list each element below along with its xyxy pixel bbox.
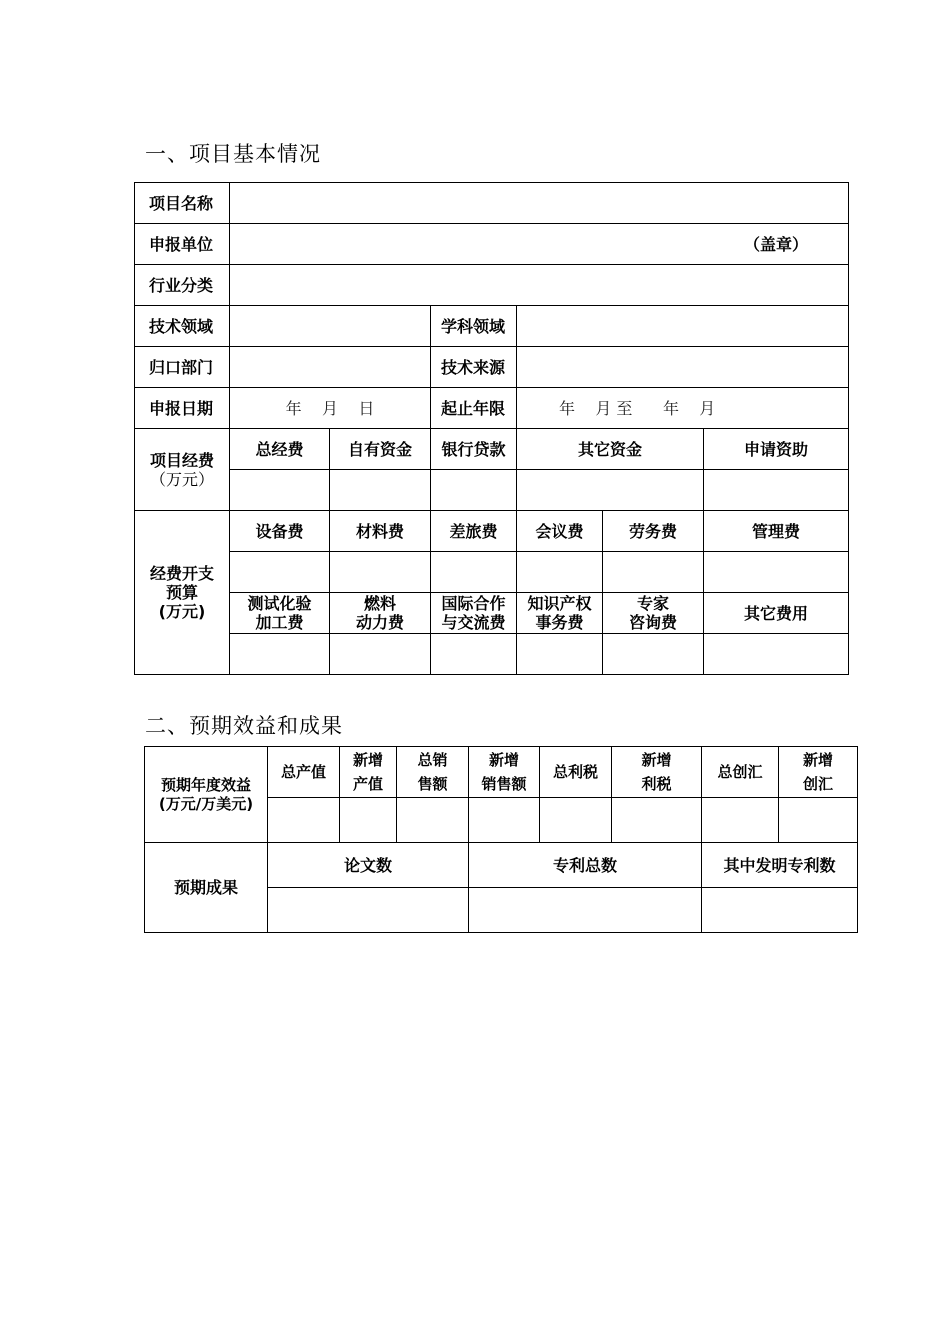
benefit-value[interactable] [779, 798, 858, 843]
results-header: 其中发明专利数 [702, 843, 858, 888]
budget-header: 知识产权 事务费 [517, 593, 603, 634]
expected-benefits-table [144, 746, 858, 933]
budget-header: 材料费 [330, 511, 431, 552]
budget-value[interactable] [517, 634, 603, 675]
budget-header: 专家 咨询费 [603, 593, 704, 634]
industry-label: 行业分类 [135, 265, 230, 306]
results-label: 预期成果 [145, 843, 268, 933]
dept-label: 归口部门 [135, 347, 230, 388]
budget-value[interactable] [704, 634, 849, 675]
funding-header: 银行贷款 [431, 429, 517, 470]
benefit-value[interactable] [702, 798, 779, 843]
budget-header: 测试化验 加工费 [230, 593, 330, 634]
benefit-header: 新增 产值 [340, 747, 397, 798]
benefit-header: 总创汇 [702, 747, 779, 798]
budget-value[interactable] [431, 552, 517, 593]
benefit-value[interactable] [397, 798, 469, 843]
benefit-value[interactable] [612, 798, 702, 843]
tech-source-label: 技术来源 [431, 347, 517, 388]
results-value[interactable] [469, 888, 702, 933]
funding-header: 申请资助 [704, 429, 849, 470]
budget-value[interactable] [230, 634, 330, 675]
unit-field[interactable] [230, 224, 849, 265]
subject-field-label: 学科领域 [431, 306, 517, 347]
subject-field-value[interactable] [517, 306, 849, 347]
benefit-header: 总利税 [540, 747, 612, 798]
budget-label: 经费开支 预算 (万元) [135, 511, 230, 675]
project-basic-info-table [134, 182, 849, 675]
benefit-value[interactable] [268, 798, 340, 843]
apply-date-field[interactable] [230, 388, 431, 429]
budget-value[interactable] [603, 634, 704, 675]
benefit-value[interactable] [469, 798, 540, 843]
benefit-value[interactable] [340, 798, 397, 843]
section1-heading: 一、项目基本情况 [145, 142, 321, 166]
funding-value[interactable] [517, 470, 704, 511]
period-label: 起止年限 [431, 388, 517, 429]
tech-field-value[interactable] [230, 306, 431, 347]
apply-date-value: 年 月 日 [285, 398, 375, 418]
results-header: 专利总数 [469, 843, 702, 888]
budget-header: 差旅费 [431, 511, 517, 552]
budget-value[interactable] [230, 552, 330, 593]
period-value: 年 月 至 年 月 [559, 398, 716, 418]
funding-header: 自有资金 [330, 429, 431, 470]
budget-value[interactable] [431, 634, 517, 675]
funding-value[interactable] [431, 470, 517, 511]
funding-value[interactable] [330, 470, 431, 511]
period-field[interactable] [517, 388, 849, 429]
results-value[interactable] [702, 888, 858, 933]
budget-value[interactable] [330, 552, 431, 593]
project-name-field[interactable] [230, 183, 849, 224]
benefit-header: 新增 利税 [612, 747, 702, 798]
funding-label: 项目经费 （万元） [135, 429, 230, 511]
budget-header: 设备费 [230, 511, 330, 552]
benefit-header: 总销 售额 [397, 747, 469, 798]
seal-note: （盖章） [744, 234, 809, 254]
budget-header: 国际合作 与交流费 [431, 593, 517, 634]
unit-label: 申报单位 [135, 224, 230, 265]
budget-header: 劳务费 [603, 511, 704, 552]
budget-value[interactable] [517, 552, 603, 593]
benefit-header: 总产值 [268, 747, 340, 798]
apply-date-label: 申报日期 [135, 388, 230, 429]
benefit-label: 预期年度效益 (万元/万美元) [145, 747, 268, 843]
budget-header: 燃料 动力费 [330, 593, 431, 634]
budget-value[interactable] [330, 634, 431, 675]
dept-field[interactable] [230, 347, 431, 388]
section2-heading: 二、预期效益和成果 [145, 714, 343, 738]
tech-source-field[interactable] [517, 347, 849, 388]
tech-field-label: 技术领域 [135, 306, 230, 347]
benefit-header: 新增 销售额 [469, 747, 540, 798]
funding-value[interactable] [230, 470, 330, 511]
funding-value[interactable] [704, 470, 849, 511]
benefit-header: 新增 创汇 [779, 747, 858, 798]
budget-header: 管理费 [704, 511, 849, 552]
budget-header: 其它费用 [704, 593, 849, 634]
budget-value[interactable] [704, 552, 849, 593]
project-name-label: 项目名称 [135, 183, 230, 224]
results-value[interactable] [268, 888, 469, 933]
benefit-value[interactable] [540, 798, 612, 843]
results-header: 论文数 [268, 843, 469, 888]
funding-header: 总经费 [230, 429, 330, 470]
industry-field[interactable] [230, 265, 849, 306]
budget-value[interactable] [603, 552, 704, 593]
budget-header: 会议费 [517, 511, 603, 552]
funding-header: 其它资金 [517, 429, 704, 470]
